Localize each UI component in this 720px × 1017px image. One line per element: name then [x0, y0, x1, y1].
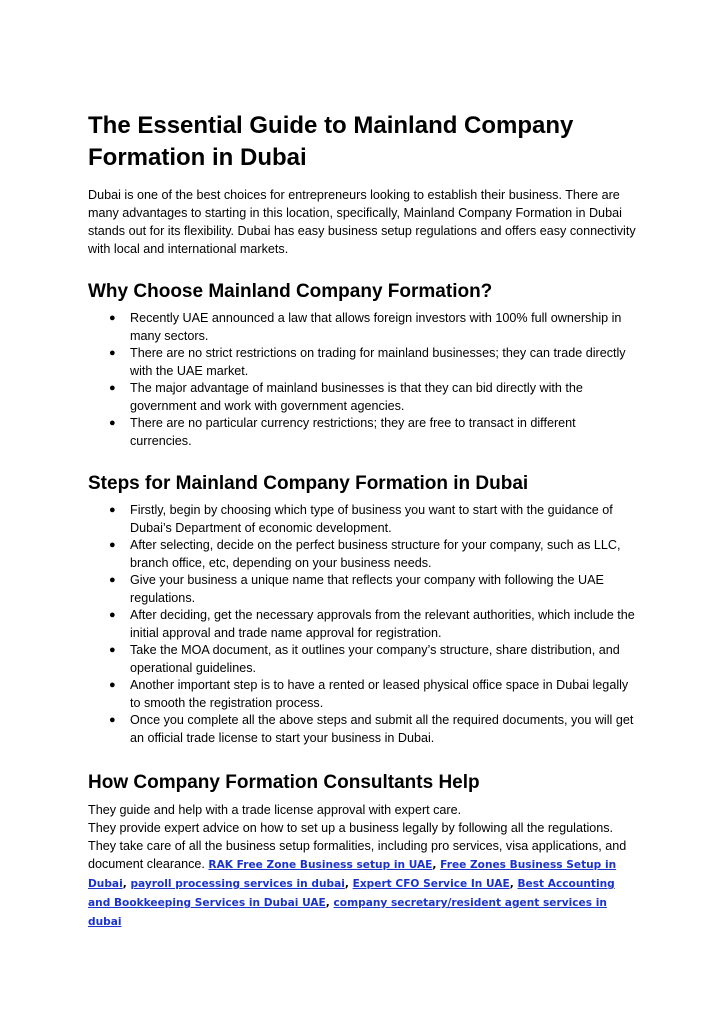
- list-item: ● Take the MOA document, as it outlines your company’s structure, share distribution, and operational guidelines.: [109, 643, 620, 675]
- link-free-zones-dubai[interactable]: Free Zones Business Setup in Dubai: [88, 859, 617, 890]
- section-heading-help: How Company Formation Consultants Help: [88, 772, 480, 793]
- bullet-icon: ●: [109, 679, 116, 691]
- bullet-icon: ●: [109, 539, 116, 551]
- link-company-secretary[interactable]: company secretary/resident agent services in dubai: [88, 897, 607, 928]
- help-line-1: They guide and help with a trade license approval with expert care.: [88, 803, 462, 817]
- document-content: [88, 110, 640, 931]
- list-item: ● There are no strict restrictions on trading for mainland businesses; they can trade directly with the UAE market.: [109, 346, 626, 378]
- bullet-icon: ●: [109, 644, 116, 656]
- bullet-icon: ●: [109, 714, 116, 726]
- section-heading-why: Why Choose Mainland Company Formation?: [88, 281, 493, 302]
- bullet-icon: ●: [109, 574, 116, 586]
- link-expert-cfo[interactable]: Expert CFO Service In UAE: [352, 878, 510, 890]
- list-item: ● There are no particular currency restrictions; they are free to transact in different currencies.: [109, 416, 576, 448]
- list-item: ● Give your business a unique name that reflects your company with following the UAE regulations.: [109, 573, 604, 605]
- section-heading-steps: Steps for Mainland Company Formation in Dubai: [88, 473, 529, 494]
- help-line-2: They provide expert advice on how to set up a business legally by following all the regulations.: [88, 821, 614, 835]
- link-separator: ,: [509, 878, 514, 890]
- page-title: The Essential Guide to Mainland Company Formation in Dubai: [88, 112, 574, 171]
- bullet-icon: ●: [109, 417, 116, 429]
- link-accounting-bookkeeping[interactable]: Best Accounting and Bookkeeping Services in Dubai UAE: [88, 878, 615, 909]
- list-item: ● Another important step is to have a rented or leased physical office space in Dubai legally to smooth the registration process.: [109, 678, 629, 710]
- link-separator: ,: [432, 859, 437, 871]
- link-separator: ,: [122, 878, 127, 890]
- bullet-icon: ●: [109, 347, 116, 359]
- list-item: ● After selecting, decide on the perfect business structure for your company, such as LLC, branch office, etc, depending on your business needs.: [109, 538, 621, 570]
- link-separator: ,: [344, 878, 349, 890]
- link-rak-free-zone[interactable]: RAK Free Zone Business setup in UAE: [208, 859, 433, 871]
- why-bullet-list: [88, 310, 640, 450]
- list-item: ● After deciding, get the necessary approvals from the relevant authorities, which include the initial approval and trade name approval for registration.: [109, 608, 635, 640]
- help-line-3: They take care of all the business setup formalities, including pro services, visa applications, and document clearance. RAK Free Zone Business setup in UAE, Free Zones Business Setup in Dubai, payroll processing services in dubai, Expert CFO Service In UAE, Best Accounting and Bookkeeping Services in Dubai UAE, company secretary/resident agent services in dubai: [88, 839, 627, 928]
- list-item: ● Recently UAE announced a law that allows foreign investors with 100% full ownership in many sectors.: [109, 311, 622, 343]
- intro-paragraph: Dubai is one of the best choices for entrepreneurs looking to establish their business. There are many advantages to starting in this location, specifically, Mainland Company Formation in Dubai stands out for its flexibility. Dubai has easy business setup regulations and offers easy connectivity with local and international markets.: [88, 188, 636, 256]
- link-separator: ,: [325, 897, 330, 909]
- bullet-icon: ●: [109, 609, 116, 621]
- link-payroll-services[interactable]: payroll processing services in dubai: [130, 878, 345, 890]
- list-item: ● Firstly, begin by choosing which type of business you want to start with the guidance of Dubai’s Department of economic development.: [109, 503, 613, 535]
- bullet-icon: ●: [109, 382, 116, 394]
- bullet-icon: ●: [109, 504, 116, 516]
- steps-bullet-list: [88, 502, 640, 747]
- list-item: ● Once you complete all the above steps and submit all the required documents, you will get an official trade license to start your business in Dubai.: [109, 713, 634, 745]
- bullet-icon: ●: [109, 312, 116, 324]
- list-item: ● The major advantage of mainland businesses is that they can bid directly with the government and work with government agencies.: [109, 381, 583, 413]
